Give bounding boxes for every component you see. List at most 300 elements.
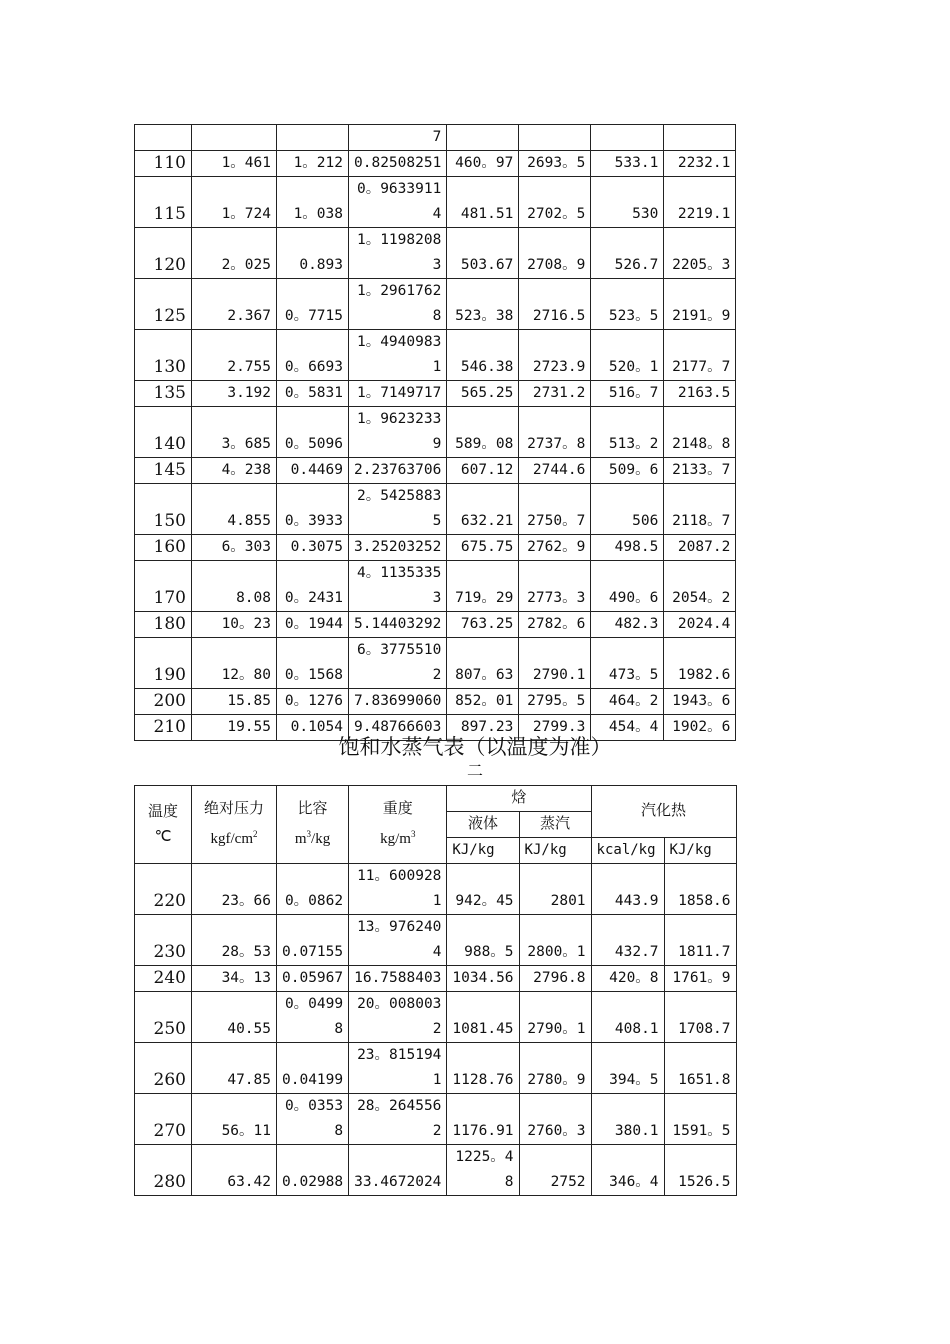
header-density-label: 重度 — [382, 801, 413, 817]
density-cell — [349, 458, 447, 484]
vapor-enthalpy-cell-text: 2762。9 — [527, 539, 586, 555]
latent-heat-kcal-cell-text: 498.5 — [614, 539, 659, 555]
density-cell-text: 2。5425883 — [356, 488, 442, 504]
temperature-cell — [135, 484, 192, 535]
temperature-cell — [135, 151, 192, 177]
pressure-cell-text: 12。80 — [221, 667, 271, 683]
latent-heat-kcal-cell — [591, 151, 664, 177]
vapor-enthalpy-cell-text: 2702。5 — [527, 206, 586, 222]
table-row — [135, 535, 736, 561]
liquid-enthalpy-cell-text: 607.12 — [460, 462, 514, 478]
vapor-enthalpy-cell-text: 2750。7 — [527, 513, 586, 529]
temperature-cell-text: 150 — [153, 511, 186, 531]
pressure-cell-text: 34。13 — [221, 970, 271, 986]
liquid-enthalpy-cell-text: 942。45 — [455, 893, 514, 909]
temperature-cell-text: 180 — [153, 614, 186, 634]
liquid-enthalpy-cell — [447, 612, 519, 638]
temperature-cell — [135, 177, 192, 228]
table-row — [135, 992, 737, 1043]
vapor-enthalpy-cell-text: 2801 — [550, 893, 586, 909]
density-cell — [349, 407, 447, 458]
table2-header — [135, 786, 737, 864]
vapor-enthalpy-cell — [519, 1094, 591, 1145]
vapor-enthalpy-cell — [519, 177, 591, 228]
latent-heat-kj-cell — [664, 992, 736, 1043]
vapor-enthalpy-cell — [519, 561, 591, 612]
header-temperature-label: 温度 — [147, 803, 178, 820]
specific-volume-cell-text: 0.07155 — [282, 944, 344, 960]
latent-heat-kcal-cell-text: 420。8 — [609, 970, 659, 986]
table2-body — [135, 864, 737, 1196]
pressure-cell-text: 3.192 — [227, 385, 271, 401]
vapor-enthalpy-cell — [519, 381, 591, 407]
density-cell-text: 0。9633911 — [356, 181, 442, 197]
specific-volume-cell-text: 0。5831 — [284, 385, 343, 401]
vapor-enthalpy-cell-text: 2693。5 — [527, 155, 586, 171]
header-volume-unit: $m^3/kg$ — [294, 829, 331, 847]
specific-volume-cell-text: 0。2431 — [284, 590, 343, 606]
vapor-enthalpy-cell-text: 2790.1 — [532, 667, 586, 683]
pressure-cell — [192, 638, 277, 689]
pressure-cell-text: 15.85 — [227, 693, 271, 709]
latent-heat-kj-cell — [664, 484, 736, 535]
density-cell-text: 11。600928 — [357, 868, 442, 884]
density-cell — [349, 1094, 447, 1145]
density-cell-text: 1。2961762 — [356, 283, 442, 299]
latent-heat-kcal-cell-text: 530 — [632, 206, 659, 222]
table-row — [135, 458, 736, 484]
latent-heat-kj-cell-text: 2205。3 — [672, 257, 731, 273]
liquid-enthalpy-cell-text: 589。08 — [455, 436, 514, 452]
pressure-cell-text: 63.42 — [227, 1174, 271, 1190]
pressure-cell-text: 1。461 — [221, 155, 271, 171]
liquid-enthalpy-cell-text: 1128.76 — [452, 1072, 514, 1088]
specific-volume-cell — [277, 1145, 349, 1196]
specific-volume-cell-text: 1。212 — [293, 155, 343, 171]
liquid-enthalpy-cell — [447, 535, 519, 561]
specific-volume-cell-text: 0。1276 — [284, 693, 343, 709]
latent-heat-kcal-cell — [591, 484, 664, 535]
liquid-enthalpy-cell — [447, 561, 519, 612]
latent-heat-kj-cell-text: 1651.8 — [678, 1072, 731, 1088]
pressure-cell-text: 4.855 — [227, 513, 271, 529]
table-row — [135, 966, 737, 992]
header-pressure-label: 绝对压力 — [203, 801, 264, 817]
table-row — [135, 407, 736, 458]
pressure-cell — [192, 689, 277, 715]
density-cell-text: 1 — [432, 893, 442, 909]
specific-volume-cell-text: 0.893 — [299, 257, 343, 273]
pressure-cell — [192, 484, 277, 535]
temperature-cell-text: 280 — [153, 1172, 186, 1192]
latent-heat-kj-cell-text: 1708.7 — [678, 1021, 731, 1037]
specific-volume-cell-text: 0。0862 — [284, 893, 344, 909]
liquid-enthalpy-cell — [447, 1094, 519, 1145]
pressure-cell-text: 2.755 — [227, 359, 271, 375]
latent-heat-kj-cell — [664, 864, 736, 915]
latent-heat-kcal-cell-text: 443.9 — [614, 893, 659, 909]
pressure-cell — [192, 1043, 277, 1094]
specific-volume-cell — [277, 381, 349, 407]
pressure-cell — [192, 966, 277, 992]
pressure-cell — [192, 915, 277, 966]
header-density-unit: $kg/m^3$ — [380, 829, 416, 847]
specific-volume-cell — [277, 966, 349, 992]
latent-heat-kcal-cell — [591, 1094, 664, 1145]
table-row — [135, 330, 736, 381]
temperature-cell — [135, 561, 192, 612]
temperature-cell-text: 200 — [153, 691, 186, 711]
specific-volume-cell-text: 0.4469 — [290, 462, 343, 478]
vapor-enthalpy-cell — [519, 407, 591, 458]
pressure-cell-text: 3。685 — [221, 436, 271, 452]
vapor-enthalpy-cell-text: 2799.3 — [532, 719, 586, 735]
unit-vapor-enthalpy: KJ/kg — [519, 838, 591, 864]
vapor-enthalpy-cell — [519, 864, 591, 915]
liquid-enthalpy-cell-text: 523。38 — [455, 308, 514, 324]
latent-heat-kcal-cell-text: 473。5 — [608, 667, 659, 683]
density-cell-text: 6。3775510 — [356, 642, 442, 658]
liquid-enthalpy-cell — [447, 1145, 519, 1196]
latent-heat-kcal-cell — [591, 535, 664, 561]
table-row — [135, 561, 736, 612]
density-cell-text: 16.7588403 — [354, 970, 442, 986]
latent-heat-kcal-cell — [591, 638, 664, 689]
liquid-enthalpy-cell-text: 988。5 — [464, 944, 514, 960]
header-liquid: 液体 — [447, 812, 519, 838]
liquid-enthalpy-cell-text: 1081.45 — [452, 1021, 514, 1037]
liquid-enthalpy-cell — [447, 458, 519, 484]
latent-heat-kcal-cell-text: 464。2 — [608, 693, 659, 709]
liquid-enthalpy-cell — [447, 1043, 519, 1094]
vapor-enthalpy-cell — [519, 1145, 591, 1196]
pressure-cell — [192, 228, 277, 279]
header-density — [349, 786, 447, 864]
specific-volume-cell — [277, 992, 349, 1043]
table-row — [135, 381, 736, 407]
liquid-enthalpy-cell-text: 565.25 — [460, 385, 514, 401]
vapor-enthalpy-cell-text: 2723.9 — [532, 359, 586, 375]
liquid-enthalpy-cell — [447, 966, 519, 992]
pressure-cell — [192, 381, 277, 407]
vapor-enthalpy-cell-text: 2731.2 — [532, 385, 586, 401]
latent-heat-kj-cell-text: 2118。7 — [672, 513, 731, 529]
temperature-cell — [135, 612, 192, 638]
density-cell — [349, 561, 447, 612]
latent-heat-kcal-cell — [591, 966, 664, 992]
latent-heat-kj-cell-text: 1943。6 — [672, 693, 731, 709]
density-cell — [349, 330, 447, 381]
vapor-enthalpy-cell — [519, 125, 591, 151]
header-pressure-unit: kgf/$cm^2$ — [210, 829, 258, 847]
latent-heat-kcal-cell-text: 513。2 — [608, 436, 659, 452]
pressure-cell — [192, 407, 277, 458]
table-row — [135, 484, 736, 535]
density-cell-text: 9 — [432, 436, 442, 452]
density-cell — [349, 1145, 447, 1196]
latent-heat-kj-cell-text: 1761。9 — [672, 970, 731, 986]
latent-heat-kj-cell-text: 1982.6 — [677, 667, 731, 683]
latent-heat-kcal-cell-text: 346。4 — [609, 1174, 659, 1190]
density-cell-text: 1 — [432, 359, 442, 375]
table-row — [135, 1043, 737, 1094]
density-cell — [349, 638, 447, 689]
pressure-cell-text: 2.367 — [227, 308, 271, 324]
pressure-cell-text: 8.08 — [236, 590, 271, 606]
liquid-enthalpy-cell-text: 481.51 — [460, 206, 514, 222]
header-temperature — [135, 786, 192, 864]
latent-heat-kcal-cell — [591, 915, 664, 966]
vapor-enthalpy-cell-text: 2737。8 — [527, 436, 586, 452]
vapor-enthalpy-cell-text: 2796.8 — [533, 970, 586, 986]
specific-volume-cell-text: 0。0353 — [284, 1098, 344, 1114]
pressure-cell — [192, 535, 277, 561]
liquid-enthalpy-cell — [447, 864, 519, 915]
temperature-cell — [135, 638, 192, 689]
header-specific-volume — [277, 786, 349, 864]
table-row — [135, 689, 736, 715]
temperature-cell — [135, 279, 192, 330]
liquid-enthalpy-cell-text: 852。01 — [455, 693, 514, 709]
vapor-enthalpy-cell — [519, 228, 591, 279]
latent-heat-kj-cell — [664, 279, 736, 330]
temperature-cell — [135, 330, 192, 381]
temperature-cell — [135, 1094, 192, 1145]
latent-heat-kj-cell-text: 2232.1 — [677, 155, 731, 171]
specific-volume-cell — [277, 125, 349, 151]
latent-heat-kcal-cell — [591, 407, 664, 458]
specific-volume-cell — [277, 535, 349, 561]
liquid-enthalpy-cell — [447, 279, 519, 330]
pressure-cell — [192, 1145, 277, 1196]
specific-volume-cell — [277, 689, 349, 715]
vapor-enthalpy-cell-text: 2790。1 — [527, 1021, 586, 1037]
density-cell — [349, 228, 447, 279]
latent-heat-kcal-cell-text: 454。4 — [608, 719, 659, 735]
table-row — [135, 228, 736, 279]
temperature-cell-text: 115 — [153, 204, 186, 224]
density-cell — [349, 535, 447, 561]
vapor-enthalpy-cell — [519, 484, 591, 535]
density-cell-text: 2.23763706 — [354, 462, 442, 478]
liquid-enthalpy-cell-text: 1034.56 — [452, 970, 514, 986]
vapor-enthalpy-cell-text: 2760。3 — [527, 1123, 586, 1139]
latent-heat-kcal-cell — [591, 689, 664, 715]
vapor-enthalpy-cell — [519, 612, 591, 638]
liquid-enthalpy-cell — [447, 125, 519, 151]
liquid-enthalpy-cell-text: 1225。4 — [455, 1149, 514, 1165]
table-row — [135, 638, 736, 689]
steam-table-part-1 — [134, 124, 736, 741]
temperature-cell — [135, 1043, 192, 1094]
pressure-cell — [192, 612, 277, 638]
latent-heat-kcal-cell — [591, 279, 664, 330]
unit-liquid-enthalpy: KJ/kg — [447, 838, 519, 864]
density-cell — [349, 279, 447, 330]
temperature-cell-text: 250 — [153, 1019, 186, 1039]
density-cell-text: 9.48766603 — [354, 719, 442, 735]
liquid-enthalpy-cell — [447, 407, 519, 458]
vapor-enthalpy-cell-text: 2752 — [550, 1174, 586, 1190]
latent-heat-kcal-cell-text: 432.7 — [614, 944, 659, 960]
liquid-enthalpy-cell-text: 807。63 — [455, 667, 514, 683]
table1-body — [135, 125, 736, 741]
specific-volume-cell-text: 8 — [334, 1021, 344, 1037]
vapor-enthalpy-cell-text: 2780。9 — [527, 1072, 586, 1088]
latent-heat-kj-cell — [664, 177, 736, 228]
header-enthalpy: 焓 — [447, 786, 591, 812]
vapor-enthalpy-cell-text: 2795。5 — [527, 693, 586, 709]
unit-latent-kcal: kcal/kg — [591, 838, 664, 864]
latent-heat-kj-cell-text: 1811.7 — [678, 944, 731, 960]
temperature-cell-text: 140 — [153, 434, 186, 454]
latent-heat-kj-cell-text: 1858.6 — [678, 893, 731, 909]
latent-heat-kj-cell — [664, 612, 736, 638]
density-cell-text: 4 — [432, 206, 442, 222]
latent-heat-kj-cell — [664, 330, 736, 381]
liquid-enthalpy-cell — [447, 992, 519, 1043]
density-cell-text: 1。7149717 — [356, 385, 442, 401]
pressure-cell-text: 40.55 — [227, 1021, 271, 1037]
pressure-cell-text: 47.85 — [227, 1072, 271, 1088]
liquid-enthalpy-cell-text: 460。97 — [455, 155, 514, 171]
density-cell-text: 1。9623233 — [356, 411, 442, 427]
vapor-enthalpy-cell — [519, 1043, 591, 1094]
temperature-cell — [135, 125, 192, 151]
latent-heat-kj-cell-text: 2054。2 — [672, 590, 731, 606]
liquid-enthalpy-cell — [447, 381, 519, 407]
pressure-cell — [192, 125, 277, 151]
temperature-cell — [135, 535, 192, 561]
specific-volume-cell — [277, 151, 349, 177]
pressure-cell-text: 1。724 — [221, 206, 271, 222]
density-cell-text: 0.82508251 — [354, 155, 442, 171]
unit-latent-kj: KJ/kg — [664, 838, 736, 864]
specific-volume-cell-text: 0。5096 — [284, 436, 343, 452]
latent-heat-kj-cell — [664, 915, 736, 966]
pressure-cell-text: 6。303 — [221, 539, 271, 555]
liquid-enthalpy-cell — [447, 151, 519, 177]
latent-heat-kj-cell-text: 2177。7 — [672, 359, 731, 375]
latent-heat-kj-cell — [664, 561, 736, 612]
liquid-enthalpy-cell-text: 503.67 — [460, 257, 514, 273]
temperature-cell-text: 145 — [153, 460, 186, 480]
temperature-cell-text: 190 — [153, 665, 186, 685]
temperature-cell-text: 160 — [153, 537, 186, 557]
pressure-cell-text: 56。11 — [221, 1123, 271, 1139]
latent-heat-kcal-cell — [591, 125, 664, 151]
temperature-cell — [135, 381, 192, 407]
density-cell-text: 2 — [432, 667, 442, 683]
latent-heat-kj-cell-text: 2163.5 — [677, 385, 731, 401]
table-row — [135, 279, 736, 330]
vapor-enthalpy-cell-text: 2744.6 — [532, 462, 586, 478]
pressure-cell — [192, 561, 277, 612]
vapor-enthalpy-cell — [519, 992, 591, 1043]
temperature-cell-text: 110 — [153, 153, 186, 173]
specific-volume-cell-text: 0。7715 — [284, 308, 343, 324]
temperature-cell-text: 130 — [153, 357, 186, 377]
pressure-cell — [192, 992, 277, 1043]
latent-heat-kcal-cell — [591, 330, 664, 381]
vapor-enthalpy-cell-text: 2782。6 — [527, 616, 586, 632]
specific-volume-cell-text: 0.05967 — [282, 970, 344, 986]
vapor-enthalpy-cell — [519, 151, 591, 177]
specific-volume-cell — [277, 330, 349, 381]
liquid-enthalpy-cell — [447, 484, 519, 535]
latent-heat-kcal-cell — [591, 1043, 664, 1094]
specific-volume-cell-text: 0.3075 — [290, 539, 343, 555]
pressure-cell — [192, 330, 277, 381]
specific-volume-cell — [277, 864, 349, 915]
latent-heat-kj-cell — [664, 1094, 736, 1145]
density-cell — [349, 966, 447, 992]
table-row — [135, 1145, 737, 1196]
temperature-cell-text: 270 — [153, 1121, 186, 1141]
temperature-cell — [135, 864, 192, 915]
density-cell — [349, 864, 447, 915]
liquid-enthalpy-cell — [447, 228, 519, 279]
density-cell-text: 20。008003 — [357, 996, 442, 1012]
specific-volume-cell — [277, 484, 349, 535]
specific-volume-cell — [277, 279, 349, 330]
specific-volume-cell — [277, 1094, 349, 1145]
density-cell-text: 7 — [432, 129, 442, 145]
table-title: 饱和水蒸气表（以温度为准） — [338, 735, 612, 759]
temperature-cell-text: 135 — [153, 383, 186, 403]
specific-volume-cell — [277, 561, 349, 612]
liquid-enthalpy-cell-text: 8 — [504, 1174, 514, 1190]
density-cell — [349, 484, 447, 535]
liquid-enthalpy-cell-text: 897.23 — [460, 719, 514, 735]
liquid-enthalpy-cell-text: 763.25 — [460, 616, 514, 632]
density-cell — [349, 151, 447, 177]
header-vapor: 蒸汽 — [519, 812, 591, 838]
vapor-enthalpy-cell — [519, 458, 591, 484]
latent-heat-kcal-cell — [591, 561, 664, 612]
latent-heat-kj-cell — [664, 689, 736, 715]
latent-heat-kj-cell — [664, 638, 736, 689]
specific-volume-cell — [277, 638, 349, 689]
latent-heat-kj-cell-text: 1591。5 — [672, 1123, 731, 1139]
temperature-cell-text: 230 — [153, 942, 186, 962]
pressure-cell-text: 10。23 — [221, 616, 271, 632]
header-volume-label: 比容 — [297, 801, 328, 817]
vapor-enthalpy-cell-text: 2773。3 — [527, 590, 586, 606]
pressure-cell — [192, 151, 277, 177]
density-cell-text: 2 — [432, 1021, 442, 1037]
specific-volume-cell — [277, 915, 349, 966]
header-pressure — [192, 786, 277, 864]
specific-volume-cell — [277, 228, 349, 279]
density-cell-text: 1。1198208 — [356, 232, 442, 248]
pressure-cell-text: 4。238 — [221, 462, 271, 478]
latent-heat-kcal-cell-text: 526.7 — [614, 257, 659, 273]
liquid-enthalpy-cell — [447, 689, 519, 715]
latent-heat-kcal-cell-text: 482.3 — [614, 616, 659, 632]
latent-heat-kj-cell-text: 2087.2 — [677, 539, 731, 555]
latent-heat-kj-cell-text: 2191。9 — [672, 308, 731, 324]
specific-volume-cell — [277, 177, 349, 228]
pressure-cell — [192, 458, 277, 484]
liquid-enthalpy-cell — [447, 638, 519, 689]
temperature-cell-text: 170 — [153, 588, 186, 608]
table-row — [135, 1094, 737, 1145]
vapor-enthalpy-cell — [519, 915, 591, 966]
temperature-cell — [135, 689, 192, 715]
latent-heat-kcal-cell — [591, 177, 664, 228]
vapor-enthalpy-cell — [519, 279, 591, 330]
